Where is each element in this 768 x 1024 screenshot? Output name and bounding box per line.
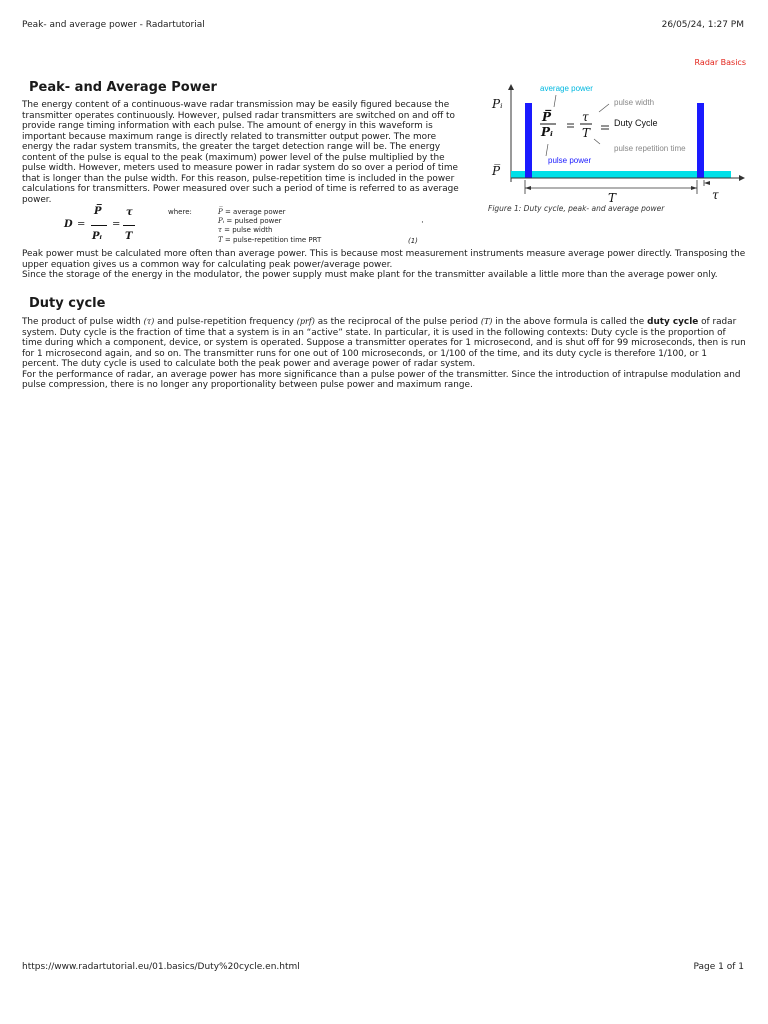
formula-equals: = [77, 219, 86, 230]
y-axis-arrow [508, 84, 514, 90]
pulse-2 [697, 103, 704, 178]
label-pulse-width: pulse width [614, 98, 655, 107]
pp-pointer [546, 144, 548, 156]
inline-pi: Pᵢ [541, 125, 553, 139]
pw-pointer [599, 104, 609, 112]
print-header-title: Peak- and average power - Radartutorial [22, 20, 205, 30]
legend-item: T = pulse-repetition time PRT [218, 235, 322, 244]
inline-t: T [582, 126, 591, 140]
label-average-power: average power [540, 84, 593, 93]
formula-numerator-pbar: P̅ [94, 206, 102, 217]
print-footer-page: Page 1 of 1 [693, 962, 744, 972]
axis-label-pbar: P̅ [492, 164, 501, 178]
label-duty-cycle: Duty Cycle [614, 118, 658, 128]
formula-legend [218, 208, 321, 245]
page-title: Peak- and Average Power [29, 80, 217, 95]
separator-dot: · [421, 218, 424, 228]
label-prt: pulse repetition time [614, 144, 686, 153]
paragraph: The product of pulse width (τ) and pulse-repetition frequency (prf) as the reciprocal of the pulse period (T) in the above formula is called the duty cycle of radar system. Duty cycle is the fraction of time that a system is in an “active” state. In particular, it is used in the following contexts: Duty cycle is the proportion of time during which a component, device, or system is operated. Suppose a transmitter operates for 1 microsecond, and is shut off for 99 microseconds, then is run for 1 microsecond again, and so on. The transmitter runs for one out of 100 microseconds, or 1/100 of the time, and its duty cycle is therefore 1/100, or 1 percent. The duty cycle is used to calculate both the peak power and average power of radar system. [22, 317, 746, 369]
paragraph: Since the storage of the energy in the modulator, the power supply must make plant for the transmitter available a little more than the average power only. [22, 270, 718, 280]
fraction-bar [123, 225, 135, 226]
formula-lhs: D [64, 219, 73, 230]
prt-pointer [594, 139, 600, 144]
axis-label-tau: τ [712, 188, 719, 202]
equation-number: (1) [408, 237, 418, 245]
intro-paragraph: The energy content of a continuous-wave radar transmission may be easily figured because the transmitter operates continuously. However, pulsed radar transmitters are switched on and off to provide range timing information with each pulse. The amount of energy in this waveform is important because maximum range is directly related to transmitter output power. The more energy the radar system transmits, the greater the target detection range will be. The energy content of the pulse is equal to the peak (maximum) power level of the pulse multiplied by the pulse width. However, meters used to measure power in radar system do so over a period of time that is longer than the pulse width. For this reason, pulse-repetition time is included in the power calculations for transmitters. Power measured over such a period of time is referred to as average power. [22, 100, 459, 205]
formula-numerator-tau: τ [126, 207, 133, 218]
paragraph: Peak power must be calculated more often than average power. This is because most measurement instruments measure average power directly. Transposing the upper equation gives us a common way for calculating peak power/average power. [22, 249, 746, 270]
breadcrumb-radar-basics[interactable]: Radar Basics [694, 58, 746, 67]
print-footer-url: https://www.radartutorial.eu/01.basics/Duty%20cycle.en.html [22, 962, 300, 972]
section-heading-duty-cycle: Duty cycle [29, 296, 106, 311]
section2-body [22, 317, 746, 391]
paragraph: For the performance of radar, an average power has more significance than a pulse power of the transmitter. Since the introduction of intrapulse modulation and pulse compression, there is no longer any proportionality between pulse power and maximum range. [22, 369, 741, 390]
axis-label-pi: Pᵢ [492, 97, 503, 111]
duty-cycle-figure [484, 82, 746, 210]
where-label: where: [168, 208, 192, 216]
figure-caption: Figure 1: Duty cycle, peak- and average power [488, 204, 665, 213]
legend-item: P̅ = average power [218, 208, 286, 216]
x-axis-arrow [739, 175, 745, 181]
fraction-bar [91, 225, 107, 226]
print-header-datetime: 26/05/24, 1:27 PM [661, 20, 744, 30]
label-pulse-power: pulse power [548, 156, 592, 165]
avg-pointer [554, 95, 556, 107]
legend-item: τ = pulse width [218, 226, 273, 235]
axis-label-t: T [608, 191, 617, 205]
inline-pbar: P̅ [542, 110, 552, 124]
inline-tau: τ [582, 110, 589, 124]
formula-denominator-pi: Pᵢ [92, 231, 102, 242]
formula-equals: = [112, 219, 121, 230]
pulse-1 [525, 103, 532, 178]
formula-denominator-t: T [125, 231, 133, 242]
section1-body [22, 249, 746, 281]
legend-item: Pᵢ = pulsed power [218, 217, 282, 226]
